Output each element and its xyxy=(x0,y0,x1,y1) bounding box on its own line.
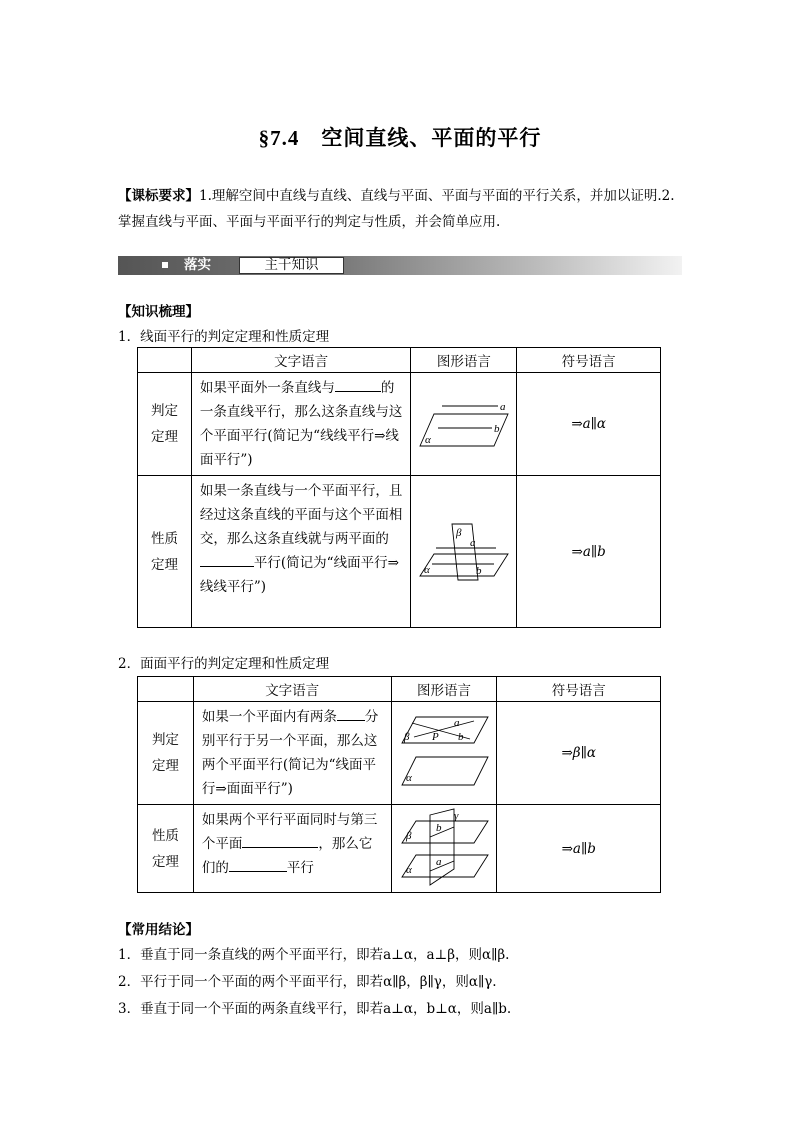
row-label-criterion: 判定定理 xyxy=(138,702,194,805)
section-number: §7.4 xyxy=(258,126,300,150)
svg-text:a: a xyxy=(499,401,506,413)
svg-text:α: α xyxy=(405,772,412,784)
svg-text:α: α xyxy=(405,863,412,876)
intersecting-planes-figure xyxy=(416,518,512,582)
conclusion-item: 2．平行于同一个平面的两个平面平行，即若α∥β，β∥γ，则α∥γ. xyxy=(118,974,497,990)
svg-text:α: α xyxy=(424,434,431,446)
fill-blank[interactable] xyxy=(242,833,318,848)
page-title xyxy=(0,122,800,152)
svg-text:β: β xyxy=(403,731,410,743)
section-title: 空间直线、平面的平行 xyxy=(321,125,542,150)
row-label-criterion: 判定定理 xyxy=(138,373,192,476)
svg-text:a: a xyxy=(435,855,442,868)
criterion-symbol: ⇒β∥α xyxy=(497,702,661,805)
requirement-label: 【课标要求】 xyxy=(118,188,199,204)
svg-text:a: a xyxy=(453,717,460,729)
band-right-label: 主干知识 xyxy=(239,257,344,274)
plane-plane-parallel-table xyxy=(137,676,661,893)
conclusion-heading: 【常用结论】 xyxy=(118,922,199,938)
parallel-planes-figure xyxy=(396,713,492,789)
property-figure xyxy=(411,476,517,628)
table-header-text: 文字语言 xyxy=(191,348,410,373)
svg-text:b: b xyxy=(475,564,482,577)
band-left-label: 落实 xyxy=(184,257,211,273)
section-band xyxy=(118,256,682,275)
requirement-text: 1.理解空间中直线与直线、直线与平面、平面与平面的平行关系，并加以证明.2.掌握直线与平面、平面与平面平行的判定与性质，并会简单应用. xyxy=(118,188,675,230)
table-header-figure: 图形语言 xyxy=(391,677,497,702)
table-header-empty xyxy=(138,348,192,373)
section2-title: 2．面面平行的判定定理和性质定理 xyxy=(118,656,330,672)
conclusion-item: 1．垂直于同一条直线的两个平面平行，即若a⊥α，a⊥β，则α∥β. xyxy=(118,947,510,963)
row-label-property: 性质定理 xyxy=(138,805,194,893)
row-label-property: 性质定理 xyxy=(138,476,192,628)
svg-text:α: α xyxy=(423,563,430,576)
criterion-symbol: ⇒a∥α xyxy=(517,373,661,476)
knowledge-heading: 【知识梳理】 xyxy=(118,304,199,320)
svg-text:b: b xyxy=(493,423,500,435)
line-plane-parallel-table xyxy=(137,347,661,628)
property-figure xyxy=(391,805,497,893)
svg-text:γ: γ xyxy=(453,809,459,822)
fill-blank[interactable] xyxy=(229,857,287,872)
svg-text:a: a xyxy=(469,536,476,549)
fill-blank[interactable] xyxy=(335,377,381,392)
criterion-figure xyxy=(411,373,517,476)
curriculum-requirement xyxy=(118,183,684,235)
property-symbol: ⇒a∥b xyxy=(497,805,661,893)
fill-blank[interactable] xyxy=(200,552,254,567)
property-symbol: ⇒a∥b xyxy=(517,476,661,628)
criterion-text: 如果平面外一条直线与 的一条直线平行，那么这条直线与这个平面平行(简记为“线线平行⇒线面平行”) xyxy=(191,373,410,476)
fill-blank[interactable] xyxy=(337,706,365,721)
table-header-text: 文字语言 xyxy=(193,677,391,702)
svg-text:β: β xyxy=(455,526,462,539)
svg-text:P: P xyxy=(431,731,439,743)
svg-text:b: b xyxy=(457,731,464,743)
table-header-symbol: 符号语言 xyxy=(517,348,661,373)
three-planes-figure xyxy=(396,807,492,887)
table-header-empty xyxy=(138,677,194,702)
line-plane-figure xyxy=(416,392,512,452)
property-text: 如果两个平行平面同时与第三个平面 ，那么它们的 平行 xyxy=(193,805,391,893)
band-square-icon xyxy=(162,262,168,268)
svg-text:β: β xyxy=(405,829,412,842)
property-text: 如果一条直线与一个平面平行，且经过这条直线的平面与这个平面相交，那么这条直线就与两平面的 平行(简记为“线面平行⇒线线平行”) xyxy=(191,476,410,628)
conclusion-item: 3．垂直于同一个平面的两条直线平行，即若a⊥α，b⊥α，则a∥b. xyxy=(118,1001,512,1017)
section1-title: 1．线面平行的判定定理和性质定理 xyxy=(118,329,330,345)
table-header-figure: 图形语言 xyxy=(411,348,517,373)
table-header-symbol: 符号语言 xyxy=(497,677,661,702)
criterion-figure xyxy=(391,702,497,805)
criterion-text: 如果一个平面内有两条 分别平行于另一个平面，那么这两个平面平行(简记为“线面平行⇒面面平行”) xyxy=(193,702,391,805)
svg-text:b: b xyxy=(435,821,442,834)
